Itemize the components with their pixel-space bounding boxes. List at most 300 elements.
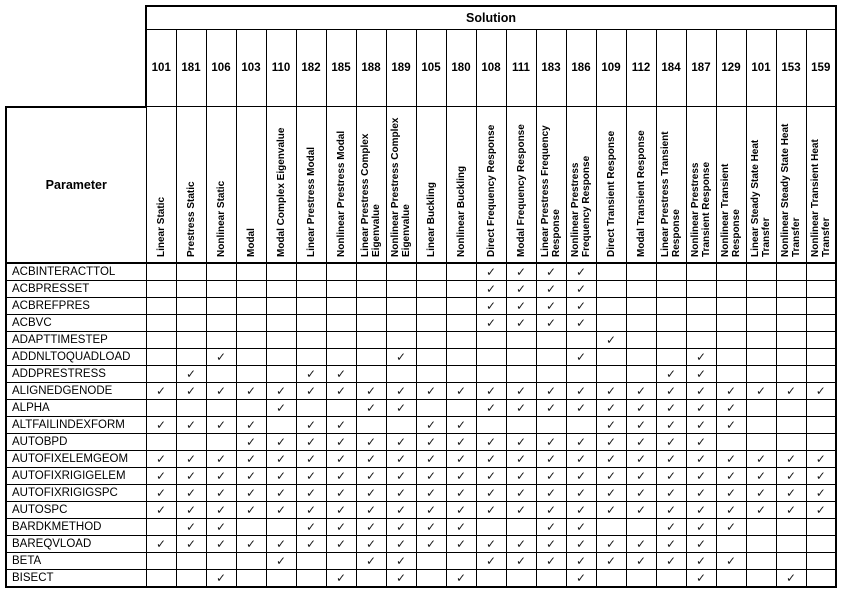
parameter-name: ADDNLTOQUADLOAD [6,349,146,366]
check-cell: ✓ [686,536,716,553]
check-cell: ✓ [536,263,566,281]
empty-cell [446,263,476,281]
column-label: Nonlinear Static [215,180,227,257]
check-cell: ✓ [626,468,656,485]
check-cell: ✓ [536,281,566,298]
empty-cell [146,349,176,366]
corner-blank [6,6,146,107]
check-cell: ✓ [476,315,506,332]
empty-cell [296,263,326,281]
check-cell: ✓ [626,536,656,553]
check-cell: ✓ [476,468,506,485]
check-cell: ✓ [296,502,326,519]
check-cell: ✓ [416,451,446,468]
column-label-cell [416,107,446,264]
check-cell: ✓ [476,485,506,502]
matrix-row [6,519,836,536]
empty-cell [146,434,176,451]
empty-cell [536,332,566,349]
column-label: Nonlinear Prestress Complex Eigenvalue [390,117,412,257]
check-cell: ✓ [356,502,386,519]
check-cell: ✓ [446,485,476,502]
column-number: 184 [656,30,686,107]
column-label: Linear Prestress Modal [305,146,317,257]
column-label-cell [716,107,746,264]
check-cell: ✓ [476,281,506,298]
empty-cell [266,315,296,332]
parameter-name: ALIGNEDGENODE [6,383,146,400]
check-cell: ✓ [626,502,656,519]
check-cell: ✓ [626,451,656,468]
empty-cell [266,570,296,588]
check-cell: ✓ [626,417,656,434]
empty-cell [626,332,656,349]
check-cell: ✓ [236,417,266,434]
empty-cell [806,281,836,298]
empty-cell [746,553,776,570]
check-cell: ✓ [206,485,236,502]
check-cell: ✓ [566,468,596,485]
empty-cell [416,332,446,349]
check-cell: ✓ [416,519,446,536]
check-cell: ✓ [566,502,596,519]
empty-cell [656,570,686,588]
empty-cell [536,349,566,366]
empty-cell [806,263,836,281]
empty-cell [236,298,266,315]
empty-cell [716,281,746,298]
empty-cell [146,298,176,315]
empty-cell [236,366,266,383]
empty-cell [596,519,626,536]
check-cell: ✓ [326,434,356,451]
check-cell: ✓ [596,434,626,451]
empty-cell [176,434,206,451]
check-cell: ✓ [236,485,266,502]
check-cell: ✓ [776,485,806,502]
check-cell: ✓ [686,570,716,588]
check-cell: ✓ [566,298,596,315]
matrix-row [6,332,836,349]
check-cell: ✓ [356,383,386,400]
empty-cell [776,315,806,332]
check-cell: ✓ [536,383,566,400]
check-cell: ✓ [476,434,506,451]
parameter-name: ALTFAILINDEXFORM [6,417,146,434]
column-label-cell [476,107,506,264]
column-number: 181 [176,30,206,107]
check-cell: ✓ [506,451,536,468]
empty-cell [566,366,596,383]
check-cell: ✓ [626,434,656,451]
check-cell: ✓ [686,485,716,502]
matrix-row [6,553,836,570]
column-label: Modal Frequency Response [515,124,527,257]
check-cell: ✓ [656,451,686,468]
empty-cell [326,263,356,281]
empty-cell [806,332,836,349]
check-cell: ✓ [386,451,416,468]
empty-cell [746,400,776,417]
check-cell: ✓ [446,502,476,519]
empty-cell [626,281,656,298]
check-cell: ✓ [686,434,716,451]
empty-cell [176,349,206,366]
empty-cell [446,298,476,315]
column-label: Linear Steady State Heat Transfer [750,139,772,257]
check-cell: ✓ [206,383,236,400]
solution-matrix-table [5,5,837,588]
column-label-cell [746,107,776,264]
check-cell: ✓ [476,400,506,417]
check-cell: ✓ [176,468,206,485]
matrix-row [6,536,836,553]
empty-cell [746,570,776,588]
check-cell: ✓ [236,451,266,468]
check-cell: ✓ [206,349,236,366]
empty-cell [596,349,626,366]
empty-cell [386,366,416,383]
check-cell: ✓ [566,349,596,366]
column-number: 101 [746,30,776,107]
empty-cell [416,263,446,281]
check-cell: ✓ [476,383,506,400]
check-cell: ✓ [446,383,476,400]
check-cell: ✓ [716,502,746,519]
column-number: 129 [716,30,746,107]
check-cell: ✓ [566,485,596,502]
check-cell: ✓ [296,536,326,553]
empty-cell [506,366,536,383]
column-label: Nonlinear Steady State Heat Transfer [780,123,802,257]
check-cell: ✓ [296,366,326,383]
check-cell: ✓ [686,366,716,383]
check-cell: ✓ [386,349,416,366]
empty-cell [716,332,746,349]
column-number: 101 [146,30,176,107]
check-cell: ✓ [626,400,656,417]
check-cell: ✓ [296,434,326,451]
check-cell: ✓ [656,383,686,400]
empty-cell [296,298,326,315]
empty-cell [386,298,416,315]
empty-cell [776,434,806,451]
empty-cell [536,366,566,383]
check-cell: ✓ [566,570,596,588]
check-cell: ✓ [596,332,626,349]
empty-cell [146,332,176,349]
check-cell: ✓ [146,502,176,519]
column-number: 109 [596,30,626,107]
check-cell: ✓ [506,383,536,400]
check-cell: ✓ [476,502,506,519]
check-cell: ✓ [746,451,776,468]
check-cell: ✓ [506,485,536,502]
empty-cell [686,263,716,281]
empty-cell [776,417,806,434]
empty-cell [206,263,236,281]
check-cell: ✓ [806,502,836,519]
check-cell: ✓ [566,553,596,570]
check-cell: ✓ [596,536,626,553]
empty-cell [746,417,776,434]
empty-cell [236,263,266,281]
empty-cell [506,349,536,366]
column-number: 105 [416,30,446,107]
empty-cell [776,263,806,281]
empty-cell [806,434,836,451]
check-cell: ✓ [536,298,566,315]
empty-cell [686,298,716,315]
column-number: 182 [296,30,326,107]
empty-cell [806,553,836,570]
empty-cell [146,263,176,281]
empty-cell [716,536,746,553]
empty-cell [146,366,176,383]
column-label-cell [386,107,416,264]
empty-cell [266,281,296,298]
check-cell: ✓ [596,502,626,519]
empty-cell [266,519,296,536]
check-cell: ✓ [686,451,716,468]
check-cell: ✓ [476,553,506,570]
empty-cell [176,298,206,315]
empty-cell [506,570,536,588]
empty-cell [656,349,686,366]
empty-cell [416,553,446,570]
matrix-row [6,485,836,502]
check-cell: ✓ [536,553,566,570]
column-label-cell [296,107,326,264]
check-cell: ✓ [476,536,506,553]
empty-cell [686,315,716,332]
column-label: Linear Static [155,196,167,257]
check-cell: ✓ [236,536,266,553]
check-cell: ✓ [596,383,626,400]
empty-cell [566,417,596,434]
empty-cell [746,366,776,383]
empty-cell [356,298,386,315]
empty-cell [326,315,356,332]
matrix-row [6,383,836,400]
matrix-row [6,502,836,519]
column-label-cell [506,107,536,264]
check-cell: ✓ [506,502,536,519]
column-label-cell [686,107,716,264]
check-cell: ✓ [266,451,296,468]
check-cell: ✓ [416,468,446,485]
check-cell: ✓ [716,451,746,468]
empty-cell [146,519,176,536]
empty-cell [686,332,716,349]
check-cell: ✓ [776,570,806,588]
column-number: 112 [626,30,656,107]
empty-cell [746,281,776,298]
empty-cell [176,263,206,281]
matrix-row [6,400,836,417]
check-cell: ✓ [536,434,566,451]
empty-cell [206,434,236,451]
check-cell: ✓ [236,434,266,451]
empty-cell [446,553,476,570]
empty-cell [746,349,776,366]
empty-cell [296,400,326,417]
empty-cell [326,298,356,315]
empty-cell [626,349,656,366]
empty-cell [146,315,176,332]
check-cell: ✓ [356,485,386,502]
empty-cell [716,263,746,281]
empty-cell [146,570,176,588]
empty-cell [446,281,476,298]
parameter-name: AUTOBPD [6,434,146,451]
empty-cell [776,519,806,536]
check-cell: ✓ [716,383,746,400]
check-cell: ✓ [566,315,596,332]
check-cell: ✓ [716,400,746,417]
check-cell: ✓ [656,519,686,536]
check-cell: ✓ [146,383,176,400]
empty-cell [326,553,356,570]
check-cell: ✓ [356,400,386,417]
check-cell: ✓ [536,315,566,332]
empty-cell [236,332,266,349]
check-cell: ✓ [686,468,716,485]
parameter-name: BAREQVLOAD [6,536,146,553]
empty-cell [176,281,206,298]
empty-cell [146,400,176,417]
empty-cell [506,417,536,434]
column-label: Nonlinear Transient Response [720,163,742,257]
check-cell: ✓ [746,485,776,502]
check-cell: ✓ [506,400,536,417]
check-cell: ✓ [686,400,716,417]
check-cell: ✓ [446,434,476,451]
matrix-row [6,263,836,281]
matrix-row [6,468,836,485]
check-cell: ✓ [356,468,386,485]
empty-cell [176,400,206,417]
empty-cell [146,281,176,298]
empty-cell [596,263,626,281]
column-number: 153 [776,30,806,107]
column-label-cell [266,107,296,264]
check-cell: ✓ [686,417,716,434]
check-cell: ✓ [446,536,476,553]
check-cell: ✓ [266,553,296,570]
check-cell: ✓ [206,570,236,588]
empty-cell [536,417,566,434]
check-cell: ✓ [146,468,176,485]
check-cell: ✓ [656,468,686,485]
check-cell: ✓ [146,417,176,434]
empty-cell [176,332,206,349]
column-number: 159 [806,30,836,107]
empty-cell [746,536,776,553]
matrix-row [6,417,836,434]
check-cell: ✓ [716,553,746,570]
empty-cell [386,263,416,281]
check-cell: ✓ [176,417,206,434]
check-cell: ✓ [356,536,386,553]
column-number: 188 [356,30,386,107]
check-cell: ✓ [656,366,686,383]
empty-cell [656,263,686,281]
column-label-cell [596,107,626,264]
check-cell: ✓ [266,536,296,553]
column-label: Direct Transient Response [605,130,617,257]
empty-cell [746,263,776,281]
empty-cell [266,263,296,281]
check-cell: ✓ [326,519,356,536]
column-label-cell [806,107,836,264]
empty-cell [806,536,836,553]
check-cell: ✓ [566,434,596,451]
empty-cell [296,570,326,588]
check-cell: ✓ [326,536,356,553]
check-cell: ✓ [386,383,416,400]
check-cell: ✓ [296,519,326,536]
empty-cell [296,349,326,366]
empty-cell [296,332,326,349]
column-label: Nonlinear Prestress Modal [335,130,347,257]
matrix-row [6,434,836,451]
column-number: 103 [236,30,266,107]
check-cell: ✓ [386,536,416,553]
empty-cell [206,315,236,332]
check-cell: ✓ [656,434,686,451]
empty-cell [776,400,806,417]
check-cell: ✓ [566,383,596,400]
empty-cell [746,519,776,536]
empty-cell [716,434,746,451]
empty-cell [236,349,266,366]
empty-cell [176,570,206,588]
check-cell: ✓ [656,553,686,570]
empty-cell [236,570,266,588]
empty-cell [716,298,746,315]
parameter-name: AUTOSPC [6,502,146,519]
check-cell: ✓ [506,281,536,298]
check-cell: ✓ [506,434,536,451]
empty-cell [806,417,836,434]
column-label: Linear Buckling [425,181,437,257]
check-cell: ✓ [506,263,536,281]
empty-cell [476,417,506,434]
check-cell: ✓ [356,519,386,536]
check-cell: ✓ [656,485,686,502]
matrix-row [6,570,836,588]
check-cell: ✓ [536,502,566,519]
check-cell: ✓ [596,451,626,468]
check-cell: ✓ [296,417,326,434]
column-label: Nonlinear Prestress Frequency Response [570,155,592,257]
check-cell: ✓ [596,553,626,570]
check-cell: ✓ [566,519,596,536]
empty-cell [296,553,326,570]
parameter-name: ACBPRESSET [6,281,146,298]
empty-cell [356,366,386,383]
check-cell: ✓ [506,553,536,570]
check-cell: ✓ [506,536,536,553]
empty-cell [236,553,266,570]
empty-cell [806,315,836,332]
empty-cell [806,349,836,366]
check-cell: ✓ [566,281,596,298]
matrix-row [6,366,836,383]
empty-cell [416,298,446,315]
empty-cell [806,400,836,417]
